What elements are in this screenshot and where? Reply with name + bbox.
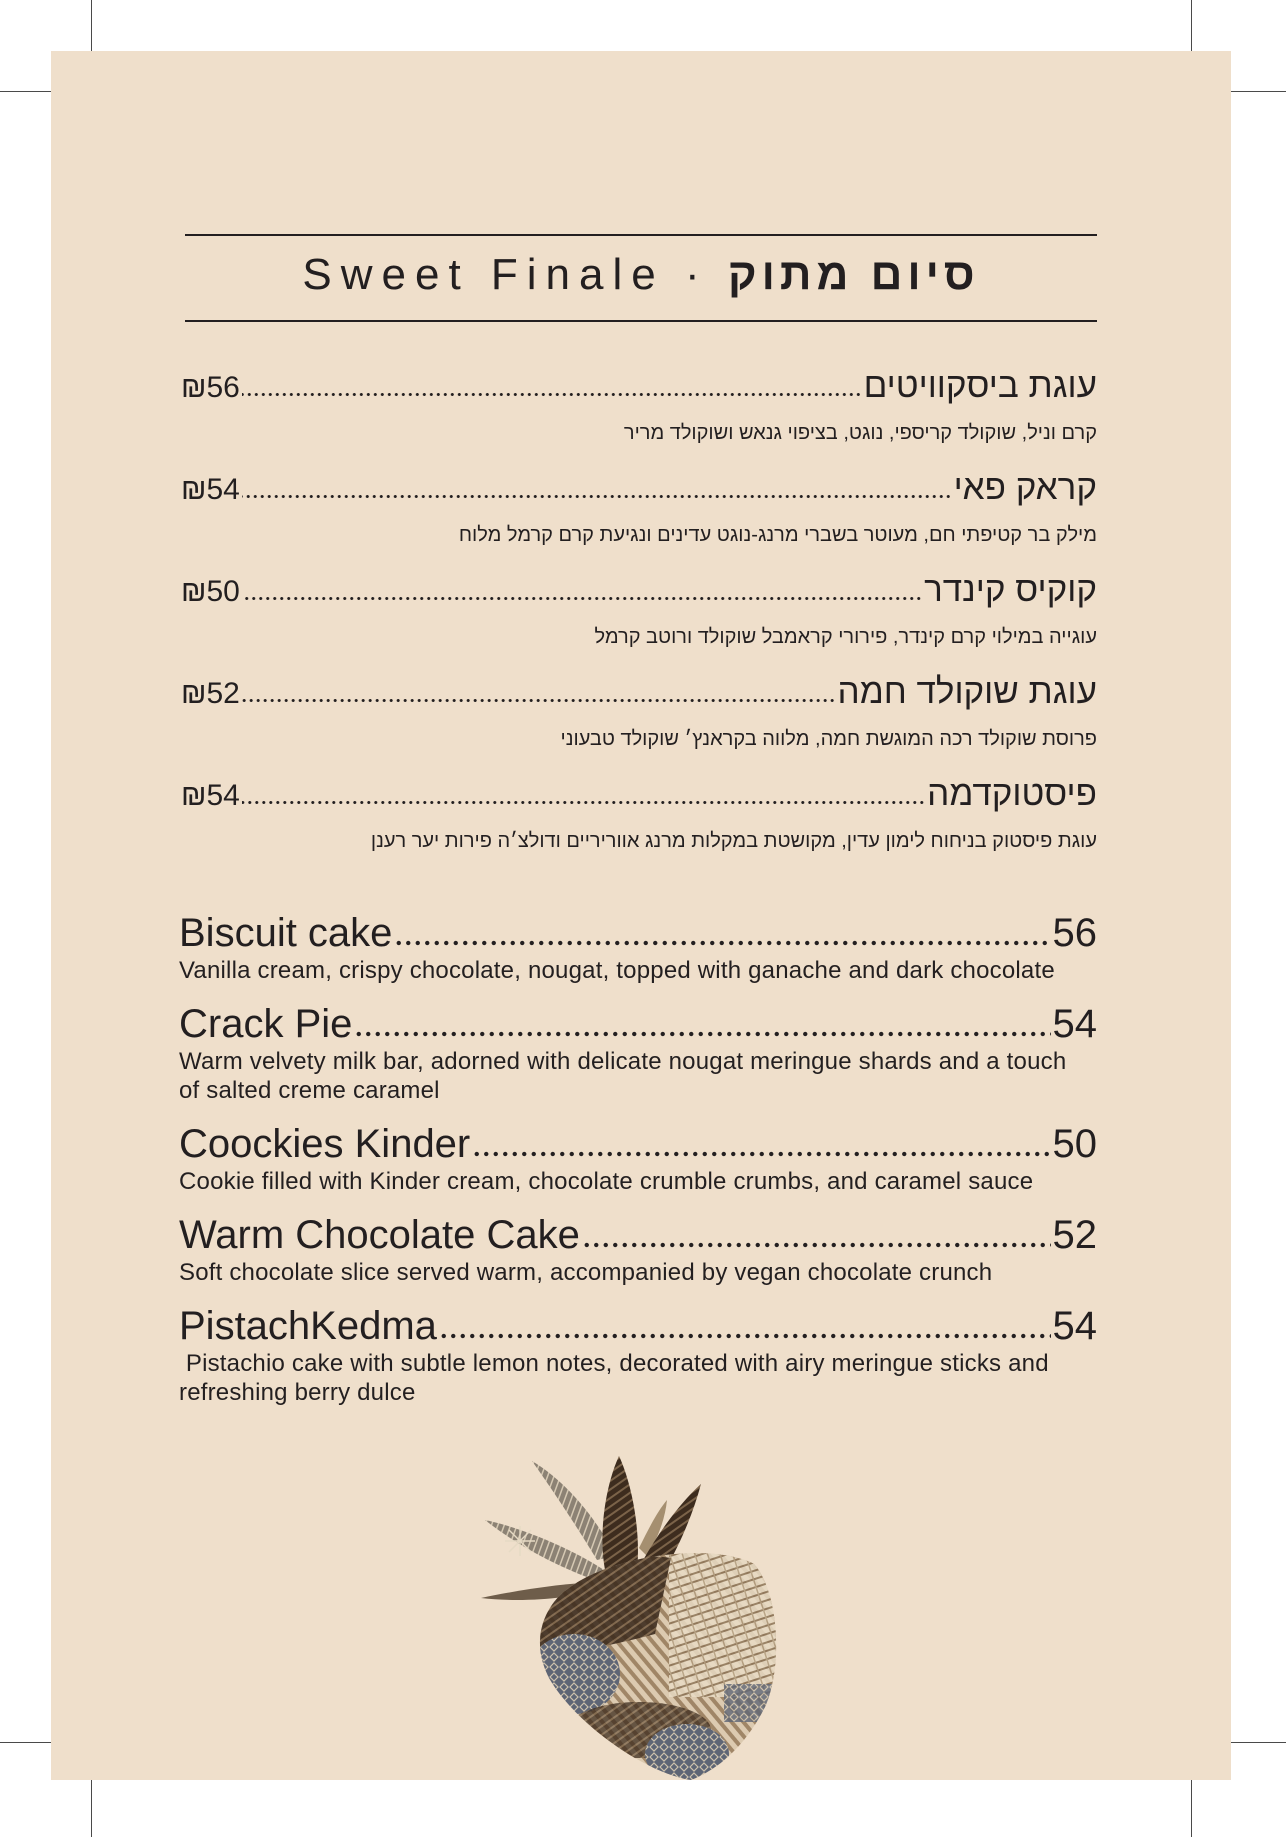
item-description: עוגת פיסטוק בניחוח לימון עדין, מקושטת במקלות מרנג אווריריים ודולצ׳ה פירות יער רענן (370, 830, 1097, 852)
title-hebrew: סיום מתוק (727, 250, 980, 299)
item-name: PistachKedma (179, 1304, 437, 1348)
item-description: Pistachio cake with subtle lemon notes, decorated with airy meringue sticks and (179, 1350, 1049, 1377)
title-english: Sweet Finale (302, 250, 665, 299)
menu-item-he (181, 364, 1097, 445)
item-name: Warm Chocolate Cake (179, 1213, 580, 1257)
strawberry-illustration (479, 1452, 779, 1780)
item-price: ₪54 (181, 473, 240, 506)
menu-item-he (181, 670, 1097, 751)
item-price: 52 (1052, 1213, 1097, 1257)
hebrew-menu (181, 364, 1097, 853)
title-separator: · (684, 250, 700, 299)
item-name: עוגת ביסקוויטים (863, 366, 1097, 405)
english-menu (179, 910, 1097, 1407)
item-price: ₪56 (181, 371, 240, 404)
dot-leader (472, 1151, 1050, 1157)
item-description: of salted creme caramel (179, 1077, 440, 1104)
item-description: refreshing berry dulce (179, 1379, 416, 1406)
dot-leader (394, 940, 1050, 946)
item-description: Soft chocolate slice served warm, accompanied by vegan chocolate crunch (179, 1259, 993, 1286)
item-name: Biscuit cake (179, 911, 393, 955)
menu-item-en (179, 1212, 1097, 1287)
item-name: פיסטוקדמה (927, 774, 1097, 813)
menu-item-he (181, 568, 1097, 649)
dot-leader (242, 494, 952, 499)
dot-leader (582, 1242, 1051, 1248)
dot-leader (242, 800, 925, 805)
dot-leader (242, 392, 862, 397)
item-price: 56 (1052, 911, 1097, 955)
dot-leader (242, 596, 922, 601)
item-description: Warm velvety milk bar, adorned with delicate nougat meringue shards and a touch (179, 1048, 1067, 1075)
item-name: קוקיס קינדר (924, 570, 1097, 609)
item-name: Crack Pie (179, 1002, 353, 1046)
dot-leader (439, 1333, 1051, 1339)
snowflake-ornament (505, 1526, 535, 1556)
menu-item-en (179, 1121, 1097, 1196)
menu-item-en (179, 1001, 1097, 1105)
item-description: פרוסת שוקולד רכה המוגשת חמה, מלווה בקראנץ׳ שוקולד טבעוני (560, 728, 1097, 750)
dot-leader (354, 1031, 1050, 1037)
item-name: עוגת שוקולד חמה (837, 672, 1097, 711)
menu-item-he (181, 466, 1097, 547)
item-description: Vanilla cream, crispy chocolate, nougat, topped with ganache and dark chocolate (179, 957, 1055, 984)
title-rule-top (185, 234, 1097, 236)
item-description: עוגייה במילוי קרם קינדר, פירורי קראמבל שוקולד ורוטב קרמל (594, 626, 1097, 648)
item-description: Cookie filled with Kinder cream, chocolate crumble crumbs, and caramel sauce (179, 1168, 1034, 1195)
dot-leader (242, 698, 836, 703)
item-description: מילק בר קטיפתי חם, מעוטר בשברי מרנג-נוגט עדינים ונגיעת קרם קרמל מלוח (458, 524, 1097, 546)
item-price: 54 (1052, 1002, 1097, 1046)
item-name: קראק פאי (953, 468, 1097, 507)
item-description: קרם וניל, שוקולד קריספי, נוגט, בציפוי גנאש ושוקולד מריר (623, 422, 1097, 444)
menu-item-he (181, 772, 1097, 853)
item-price: ₪50 (181, 575, 240, 608)
strawberry-leaf (602, 1456, 638, 1570)
item-price: 50 (1052, 1122, 1097, 1166)
title-rule-bottom (185, 320, 1097, 322)
item-name: Coockies Kinder (179, 1122, 471, 1166)
menu-item-en (179, 910, 1097, 985)
page-title (185, 250, 1097, 300)
item-price: 54 (1052, 1304, 1097, 1348)
item-price: ₪52 (181, 677, 240, 710)
item-price: ₪54 (181, 779, 240, 812)
menu-item-en (179, 1303, 1097, 1407)
